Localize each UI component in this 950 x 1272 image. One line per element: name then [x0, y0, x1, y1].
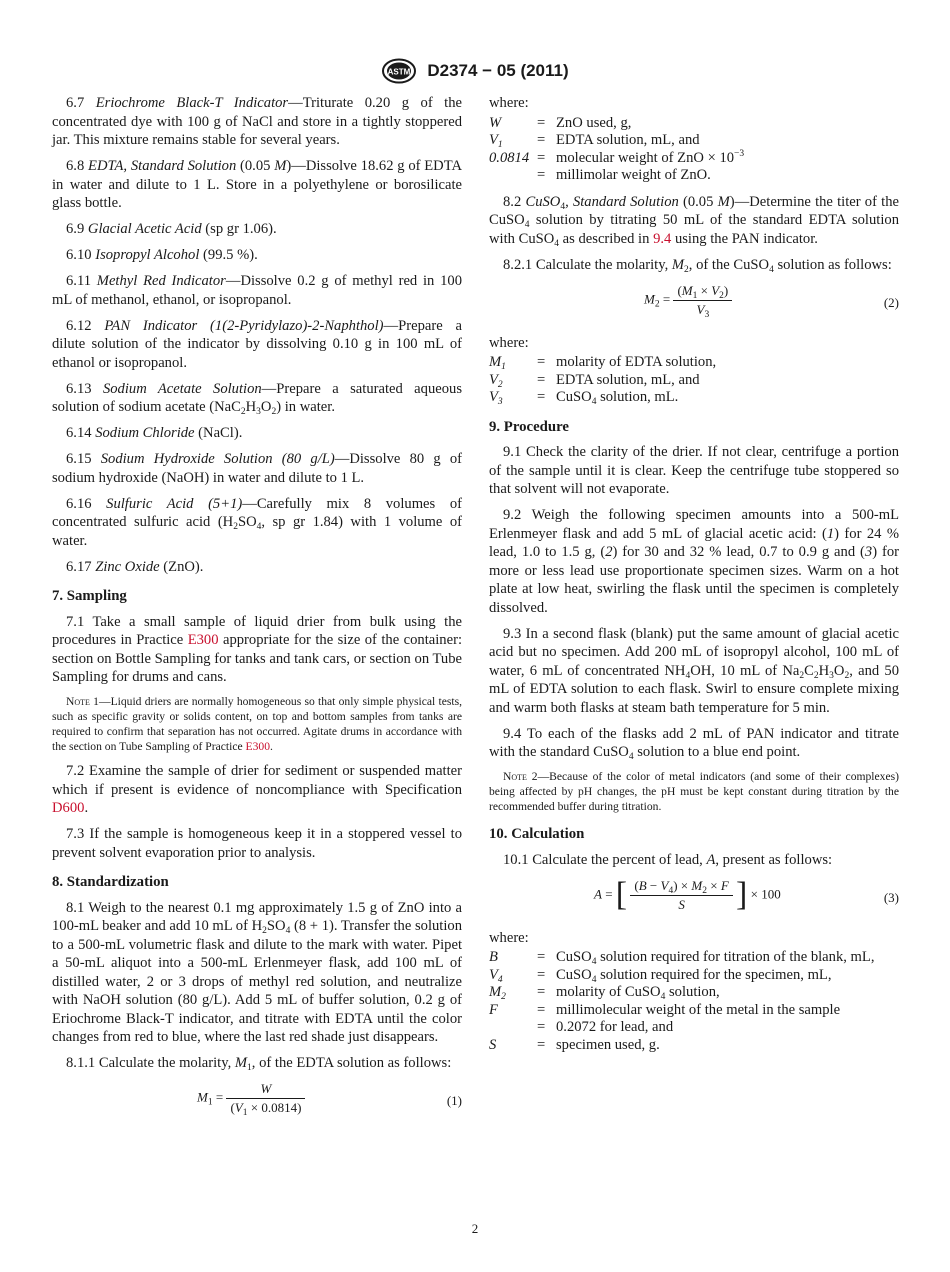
paragraph-6-10: 6.10 Isopropyl Alcohol (99.5 %).: [66, 247, 258, 263]
definition-row: $M_1$ = molarity of EDTA solution,: [489, 354, 717, 372]
paragraph-6-17: 6.17 Zinc Oxide (ZnO).: [66, 558, 204, 575]
equation-1: $M_1$ = $\frac{W}{(V_1 \times 0.0814)}$ (1): [197, 1081, 462, 1118]
where-label-2: where:: [489, 334, 529, 351]
equation-3: A = [ $\frac{(B - V_4) \times M_2 \times F}{S}$ ] × 100 (3): [594, 876, 899, 913]
paragraph-6-8: 6.8 EDTA, Standard Solution (0.05 M)—Dissolve 18.62 g of EDTA in water and dilute to 1 L. Store in a polyethylene or borosilicate glass bottle.: [52, 158, 463, 211]
link-e300[interactable]: E300: [187, 632, 219, 648]
paragraph-8-1: 8.1 Weigh to the nearest 0.1 mg approximately 1.5 g of ZnO into a 100-mL beaker and add 10 mL of $H_2SO_4$ (8 + 1). Transfer the solution to a 500-mL volumetric flask and dilute to the mark with water. Pipet a 50-mL aliquot into a 500-mL Erlenmeyer flask, add 100 mL of distilled water, 2 or 3 drops of methyl red solution, and neutralize with NaOH solution (80 g/L). Add 5 mL of buffer solution, 0.2 g of Eriochrome Black-T indicator, and titrate with EDTA until the color changes from red to blue, where the last red shade just disappears.: [52, 899, 463, 1045]
astm-logo-icon: [381, 58, 417, 84]
paragraph-6-13: 6.13 Sodium Acetate Solution—Prepare a saturated aqueous solution of sodium acetate $(NaC_2H_3O_2)$ in water.: [52, 380, 462, 417]
note-1: Note 1—Liquid driers are normally homogeneous so that only simple physical tests, such as specific gravity or solids content, on top and bottom samples from tanks are required to confirm that separation has not occurred. Agitate drums in accordance with the section on Tube Sampling of Practice E300.: [52, 695, 462, 753]
paragraph-6-11: 6.11 Methyl Red Indicator—Dissolve 0.2 g of methyl red in 100 mL of methanol, ethanol, or isopropanol.: [52, 273, 462, 308]
definition-row: = millimolar weight of ZnO.: [537, 167, 711, 183]
paragraph-7-1: 7.1 Take a small sample of liquid drier from bulk using the procedures in Practice E300 appropriate for the size of the container: section on Bottle Sampling for tanks and tank cars, or section on Tube Sampling for drums and cans.: [52, 613, 462, 685]
section-heading-8: 8. Standardization: [52, 874, 169, 890]
paragraph-7-2: 7.2 Examine the sample of drier for sediment or suspended matter which if present is evidence of noncompliance with Specification D600.: [52, 763, 463, 816]
note-2: Note 2—Because of the color of metal indicators (and some of their complexes) being affected by pH changes, the pH must be kept constant during titration by the recommended buffer during titration.: [489, 770, 899, 813]
paragraph-9-2: 9.2 Weigh the following specimen amounts into a 500-mL Erlenmeyer flask and add 5 mL of glacial acetic acid: (1) for 24 % lead, 1.0 to 1.5 g, (2) for 30 and 32 % lead, 0.7 to 0.9 g and (3) for more or less lead use proportionate specimen sizes. Warm on a hot plate at low heat, swirling the flask until the specimen is completely dissolved.: [489, 507, 900, 616]
link-d600[interactable]: D600: [52, 800, 85, 816]
definition-row: F = millimolecular weight of the metal in the sample: [489, 1001, 841, 1018]
paragraph-8-2: 8.2 CuSO$_4$, Standard Solution (0.05 M)—Determine the titer of the CuSO$_4$ solution by titrating 50 mL of the standard EDTA solution with CuSO$_4$ as described in 9.4 using the PAN indicator.: [489, 193, 900, 249]
paragraph-6-16: 6.16 Sulfuric Acid (5+1)—Carefully mix 8 volumes of concentrated sulfuric acid ($H_2SO_4$, sp gr 1.84) with 1 volume of water.: [52, 495, 462, 549]
definition-row: $M_2$ = molarity of CuSO$_4$ solution,: [489, 984, 720, 1002]
section-heading-9: 9. Procedure: [489, 418, 569, 435]
definition-row: $V_2$ = EDTA solution, mL, and: [489, 371, 700, 390]
paragraph-8-2-1: 8.2.1 Calculate the molarity, $M_2$, of the CuSO$_4$ solution as follows:: [503, 256, 892, 275]
definition-row: $V_1$ = EDTA solution, mL, and: [489, 132, 700, 150]
definitions-list-1: [489, 115, 744, 185]
definition-row: $V_3$ = CuSO$_4$ solution, mL.: [489, 389, 679, 407]
section-heading-7: 7. Sampling: [52, 588, 127, 604]
svg-text:ASTM: ASTM: [388, 67, 411, 77]
definitions-list-3: [489, 949, 874, 1054]
paragraph-9-1: 9.1 Check the clarity of the drier. If not clear, centrifuge a portion of the sample until it is clear. Keep the centrifuge tube stoppered so that solvent will not evaporate.: [489, 444, 899, 497]
link-9-4[interactable]: 9.4: [653, 230, 672, 247]
equation-2: $M_2$ = $\frac{(M_1 \times V_2)}{V_3}$ (2): [644, 282, 899, 320]
where-label-3: where:: [489, 929, 529, 946]
definition-row: 0.0814 = molecular weight of ZnO × $10^{-3}$: [489, 148, 745, 166]
definitions-list-2: [489, 354, 716, 407]
definition-row: = 0.2072 for lead, and: [537, 1019, 674, 1035]
paragraph-7-3: 7.3 If the sample is homogeneous keep it in a stoppered vessel to prevent solvent evaporation prior to analysis.: [52, 826, 462, 861]
equation-number-3: (3): [883, 889, 899, 905]
definition-row: B = CuSO$_4$ solution required for titration of the blank, mL,: [489, 949, 875, 967]
paragraph-9-3: 9.3 In a second flask (blank) put the same amount of glacial acetic acid but no specimen. Add 200 mL of isopropyl alcohol, 100 mL of water, 6 mL of concentrated $NH_4OH$, 10 mL of $Na_2C_2H_3O_2$, and 50 mL of EDTA solution to each flask. Swirl to ensure complete mixing and warm both flasks at steam bath temperature for 5 min.: [489, 625, 900, 716]
equation-number-2: (2): [883, 294, 899, 310]
paragraph-9-4: 9.4 To each of the flasks add 2 mL of PAN indicator and titrate with the standard CuSO$_4$ solution to a blue end point.: [489, 725, 900, 762]
where-label-1: where:: [489, 95, 529, 111]
paragraph-6-9: 6.9 Glacial Acetic Acid (sp gr 1.06).: [66, 221, 277, 237]
paragraph-8-1-1: 8.1.1 Calculate the molarity, $M_1$, of the EDTA solution as follows:: [66, 1055, 452, 1073]
paragraph-6-15: 6.15 Sodium Hydroxide Solution (80 g/L)—Dissolve 80 g of sodium hydroxide (NaOH) in water and dilute to 1 L.: [52, 451, 462, 486]
section-heading-10: 10. Calculation: [489, 826, 585, 842]
equation-number-1: (1): [446, 1093, 462, 1108]
left-column: [52, 94, 462, 1132]
paragraph-6-7: 6.7 Eriochrome Black-T Indicator—Triturate 0.20 g of the concentrated dye with 100 g of NaCl and store in a tightly stoppered jar. This mixture remains stable for several years.: [52, 95, 463, 148]
page-number: 2: [471, 1221, 479, 1236]
paragraph-10-1: 10.1 Calculate the percent of lead, A, present as follows:: [503, 851, 833, 868]
document-designation: D2374 − 05 (2011): [427, 61, 569, 80]
right-column: [489, 94, 899, 1062]
paragraph-6-14: 6.14 Sodium Chloride (NaCl).: [66, 425, 243, 441]
definition-row: W = ZnO used, g,: [489, 114, 632, 131]
page-header: [0, 58, 950, 84]
definition-row: S = specimen used, g.: [489, 1036, 660, 1053]
link-e300-note[interactable]: E300: [245, 740, 271, 753]
definition-row: $V_4$ = CuSO$_4$ solution required for the specimen, mL,: [489, 966, 832, 985]
paragraph-6-12: 6.12 PAN Indicator (1(2-Pyridylazo)-2-Naphthol)—Prepare a dilute solution of the indicator by dissolving 0.10 g in 100 mL of ethanol or isopropanol.: [52, 317, 462, 371]
